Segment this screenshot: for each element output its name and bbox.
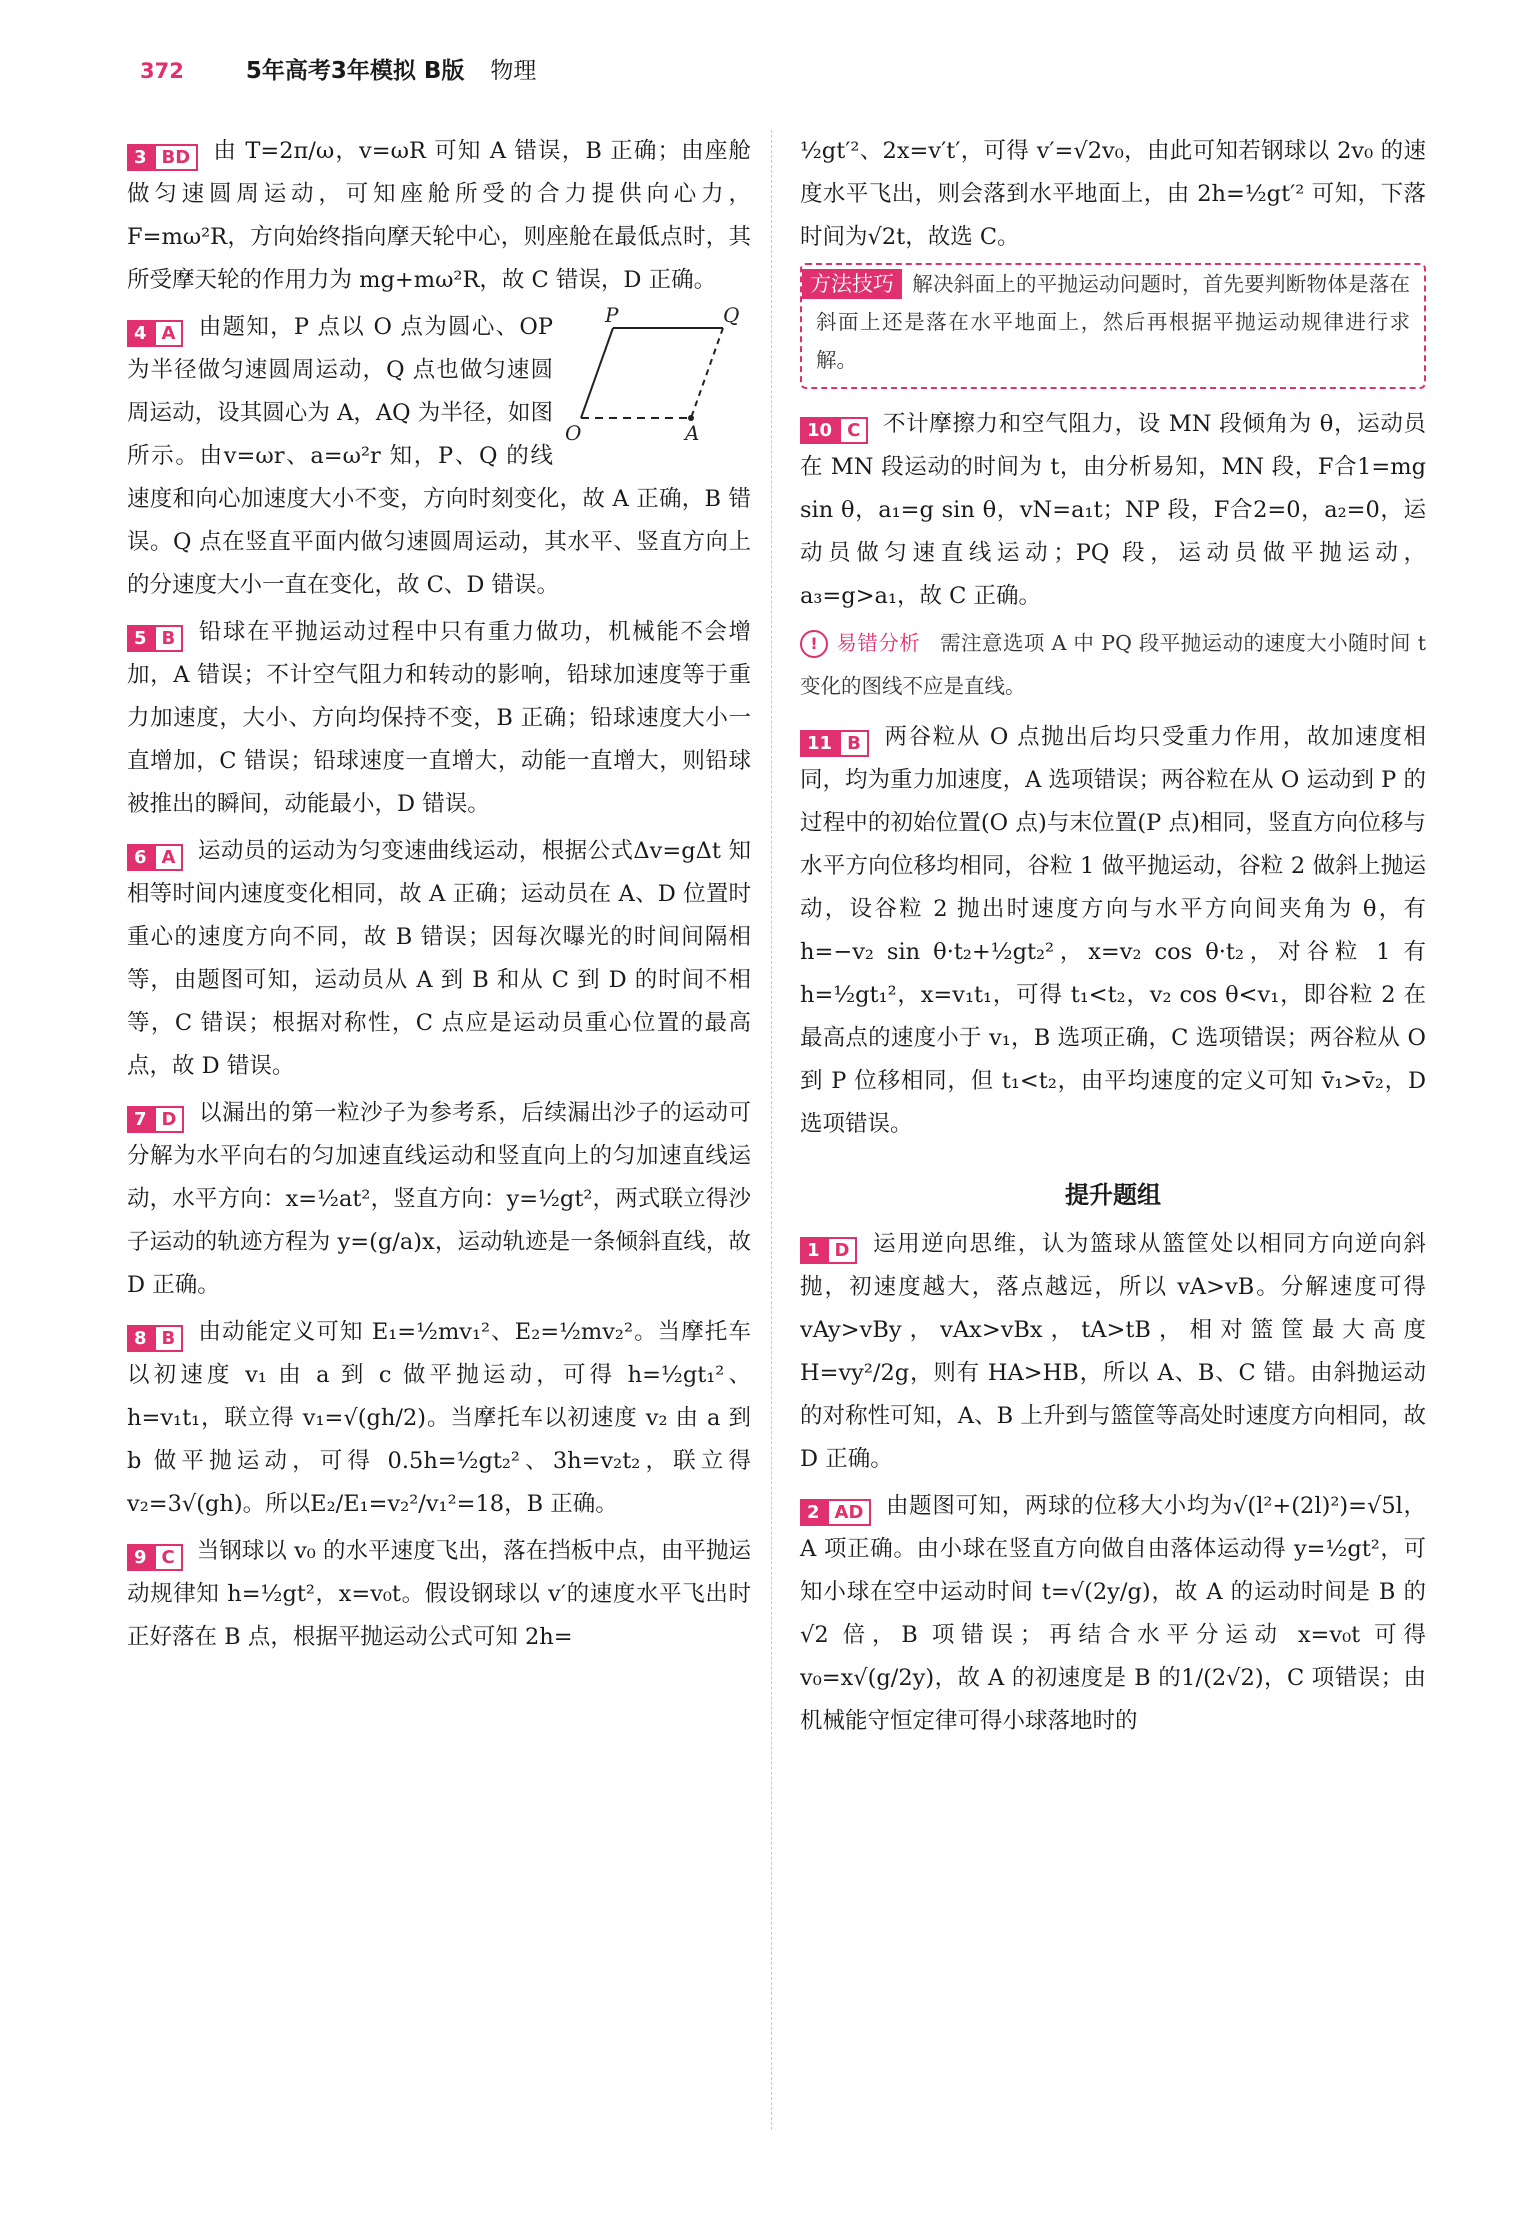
answer-item <box>127 1092 751 1307</box>
column-divider <box>771 130 772 2130</box>
exclamation-icon: ! <box>800 630 828 658</box>
error-analysis-text: 需注意选项 A 中 PQ 段平抛运动的速度大小随时间 t 变化的图线不应是直线。 <box>800 631 1426 698</box>
answer-text: 当钢球以 v₀ 的水平速度飞出，落在挡板中点，由平抛运动规律知 h=½gt²，x=v₀t。假设钢球以 v′的速度水平飞出时正好落在 B 点，根据平抛运动公式可知 2h= <box>127 1538 751 1650</box>
answer-item <box>127 611 751 826</box>
page-number: 372 <box>140 59 184 83</box>
answer-item <box>800 403 1426 618</box>
answer-text: 两谷粒从 O 点抛出后均只受重力作用，故加速度相同，均为重力加速度，A 选项错误；两谷粒在从 O 运动到 P 的过程中的初始位置(O 点)与末位置(P 点)相同，竖直方向位移与水平方向位移均相同，谷粒 1 做平抛运动，谷粒 2 做斜上抛运动，设谷粒 2 抛出时速度方向与水平方向间夹角为 θ，有h=−v₂ sin θ·t₂+½gt₂²，x=v₂ cos θ·t₂，对谷粒 1 有 h=½gt₁²，x=v₁t₁，可得 t₁<t₂，v₂ cos θ<v₁，即谷粒 2 在最高点的速度小于 v₁，B 选项正确，C 选项错误；两谷粒从 O 到 P 位移相同，但 t₁<t₂，由平均速度的定义可知 v̄₁>v̄₂，D 选项错误。 <box>800 724 1426 1137</box>
answer-tag: 10 C <box>800 417 868 444</box>
answer-tag: 5 B <box>127 625 183 652</box>
answer-item <box>127 1530 751 1659</box>
answer-item <box>800 716 1426 1146</box>
error-analysis <box>800 622 1426 708</box>
answer-continuation: ½gt′²、2x=v′t′，可得 v′=√2v₀，由此可知若钢球以 2v₀ 的速度水平飞出，则会落到水平地面上，由 2h=½gt′² 可知，下落时间为√2t，故选 C。 <box>800 138 1426 250</box>
section-title: 提升题组 <box>1065 1181 1161 1209</box>
answer-tag: 8 B <box>127 1325 183 1352</box>
answer-text: 不计摩擦力和空气阻力，设 MN 段倾角为 θ，运动员在 MN 段运动的时间为 t，由分析易知，MN 段，F合1=mg sin θ，a₁=g sin θ，vN=a₁t；NP 段，F合2=0，a₂=0，运动员做匀速直线运动；PQ 段，运动员做平抛运动，a₃=g>a₁，故 C 正确。 <box>800 411 1426 609</box>
figure-label-q: Q <box>723 306 740 327</box>
answer-item <box>127 306 751 607</box>
answer-tag: 1 D <box>800 1237 857 1264</box>
answer-text: 由动能定义可知 E₁=½mv₁²、E₂=½mv₂²。当摩托车以初速度 v₁ 由 a 到 c 做平抛运动，可得 h=½gt₁²、h=v₁t₁，联立得 v₁=√(gh/2)。当摩托车以初速度 v₂ 由 a 到 b 做平抛运动，可得 0.5h=½gt₂²、3h=v₂t₂，联立得v₂=3√(gh)。所以E₂/E₁=v₂²/v₁²=18，B 正确。 <box>127 1319 751 1517</box>
answer-text: 由题图可知，两球的位移大小均为√(l²+(2l)²)=√5l，A 项正确。由小球在竖直方向做自由落体运动得 y=½gt²，可知小球在空中运动时间 t=√(2y/g)，故 A 的运动时间是 B 的√2 倍，B 项错误；再结合水平分运动 x=v₀t 可得 v₀=x√(g/2y)，故 A 的初速度是 B 的1/(2√2)，C 项错误；由机械能守恒定律可得小球落地时的 <box>800 1493 1426 1734</box>
answer-item <box>800 1485 1426 1743</box>
answer-text: 铅球在平抛运动过程中只有重力做功，机械能不会增加，A 错误；不计空气阻力和转动的影响，铅球加速度等于重力加速度，大小、方向均保持不变，B 正确；铅球速度大小一直增加，C 错误；铅球速度一直增大，动能一直增大，则铅球被推出的瞬间，动能最小，D 错误。 <box>127 619 751 817</box>
subject-label: 物理 <box>490 58 537 84</box>
page-header <box>140 52 1450 92</box>
error-analysis-label: 易错分析 <box>836 631 921 655</box>
answer-text: 运用逆向思维，认为篮球从篮筐处以相同方向逆向斜抛，初速度越大，落点越远，所以 vA>vB。分解速度可得 vAy>vBy，vAx>vBx，tA>tB，相对篮筐最大高度 H=vy²/2g，则有 HA>HB，所以 A、B、C 错。由斜抛运动的对称性可知，A、B 上升到与篮筐等高处时速度方向相同，故 D 正确。 <box>800 1231 1426 1472</box>
answer-tag: 3 BD <box>127 144 198 171</box>
answer-item <box>800 1223 1426 1481</box>
figure-label-o: O <box>565 421 582 445</box>
method-tip-box <box>800 263 1426 389</box>
answer-text: 以漏出的第一粒沙子为参考系，后续漏出沙子的运动可分解为水平向右的匀加速直线运动和竖直向上的匀加速直线运动，水平方向：x=½at²，竖直方向：y=½gt²，两式联立得沙子运动的轨迹方程为 y=(g/a)x，运动轨迹是一条倾斜直线，故 D 正确。 <box>127 1100 751 1298</box>
answer-tag: 9 C <box>127 1544 183 1571</box>
answer-text: 运动员的运动为匀变速曲线运动，根据公式Δv=gΔt 知相等时间内速度变化相同，故 A 正确；运动员在 A、D 位置时重心的速度方向不同，故 B 错误；因每次曝光的时间间隔相等，由题图可知，运动员从 A 到 B 和从 C 到 D 的时间不相等，C 错误；根据对称性，C 点应是运动员重心位置的最高点，故 D 错误。 <box>127 838 751 1079</box>
answer-item <box>127 1311 751 1526</box>
answer-item <box>127 130 751 302</box>
answer-text: 由题知，P 点以 O 点为圆心、OP 为半径做匀速圆周运动，Q 点也做匀速圆周运动，设其圆心为 A，AQ 为半径，如图所示。由v=ωr、a=ω²r 知，P、Q 的线速度和向心加速度大小不变，方向时刻变化，故 A 正确，B 错误。Q 点在竖直平面内做匀速圆周运动，其水平、竖直方向上的分速度大小一直在变化，故 C、D 错误。 <box>127 314 751 598</box>
figure-label-a: A <box>685 421 700 445</box>
answer-tag: 7 D <box>127 1106 184 1133</box>
method-tip-label: 方法技巧 <box>802 269 902 299</box>
figure-label-p: P <box>605 306 619 327</box>
left-column <box>127 130 751 1663</box>
answer-tag: 2 AD <box>800 1499 871 1526</box>
answer-tag: 11 B <box>800 730 869 757</box>
right-column <box>800 130 1426 1747</box>
method-tip-text: 解决斜面上的平抛运动问题时，首先要判断物体是落在斜面上还是落在水平地面上，然后再根据平抛运动规律进行求解。 <box>816 272 1410 372</box>
answer-tag: 4 A <box>127 320 183 347</box>
parallelogram-figure <box>563 306 751 456</box>
answer-tag: 6 A <box>127 844 183 871</box>
book-title: 5年高考3年模拟 B版 <box>245 58 465 84</box>
answer-text: 由 T=2π/ω，v=ωR 可知 A 错误，B 正确；由座舱做匀速圆周运动，可知座舱所受的合力提供向心力，F=mω²R，方向始终指向摩天轮中心，则座舱在最低点时，其所受摩天轮的作用力为 mg+mω²R，故 C 错误，D 正确。 <box>127 138 751 293</box>
answer-item <box>127 830 751 1088</box>
